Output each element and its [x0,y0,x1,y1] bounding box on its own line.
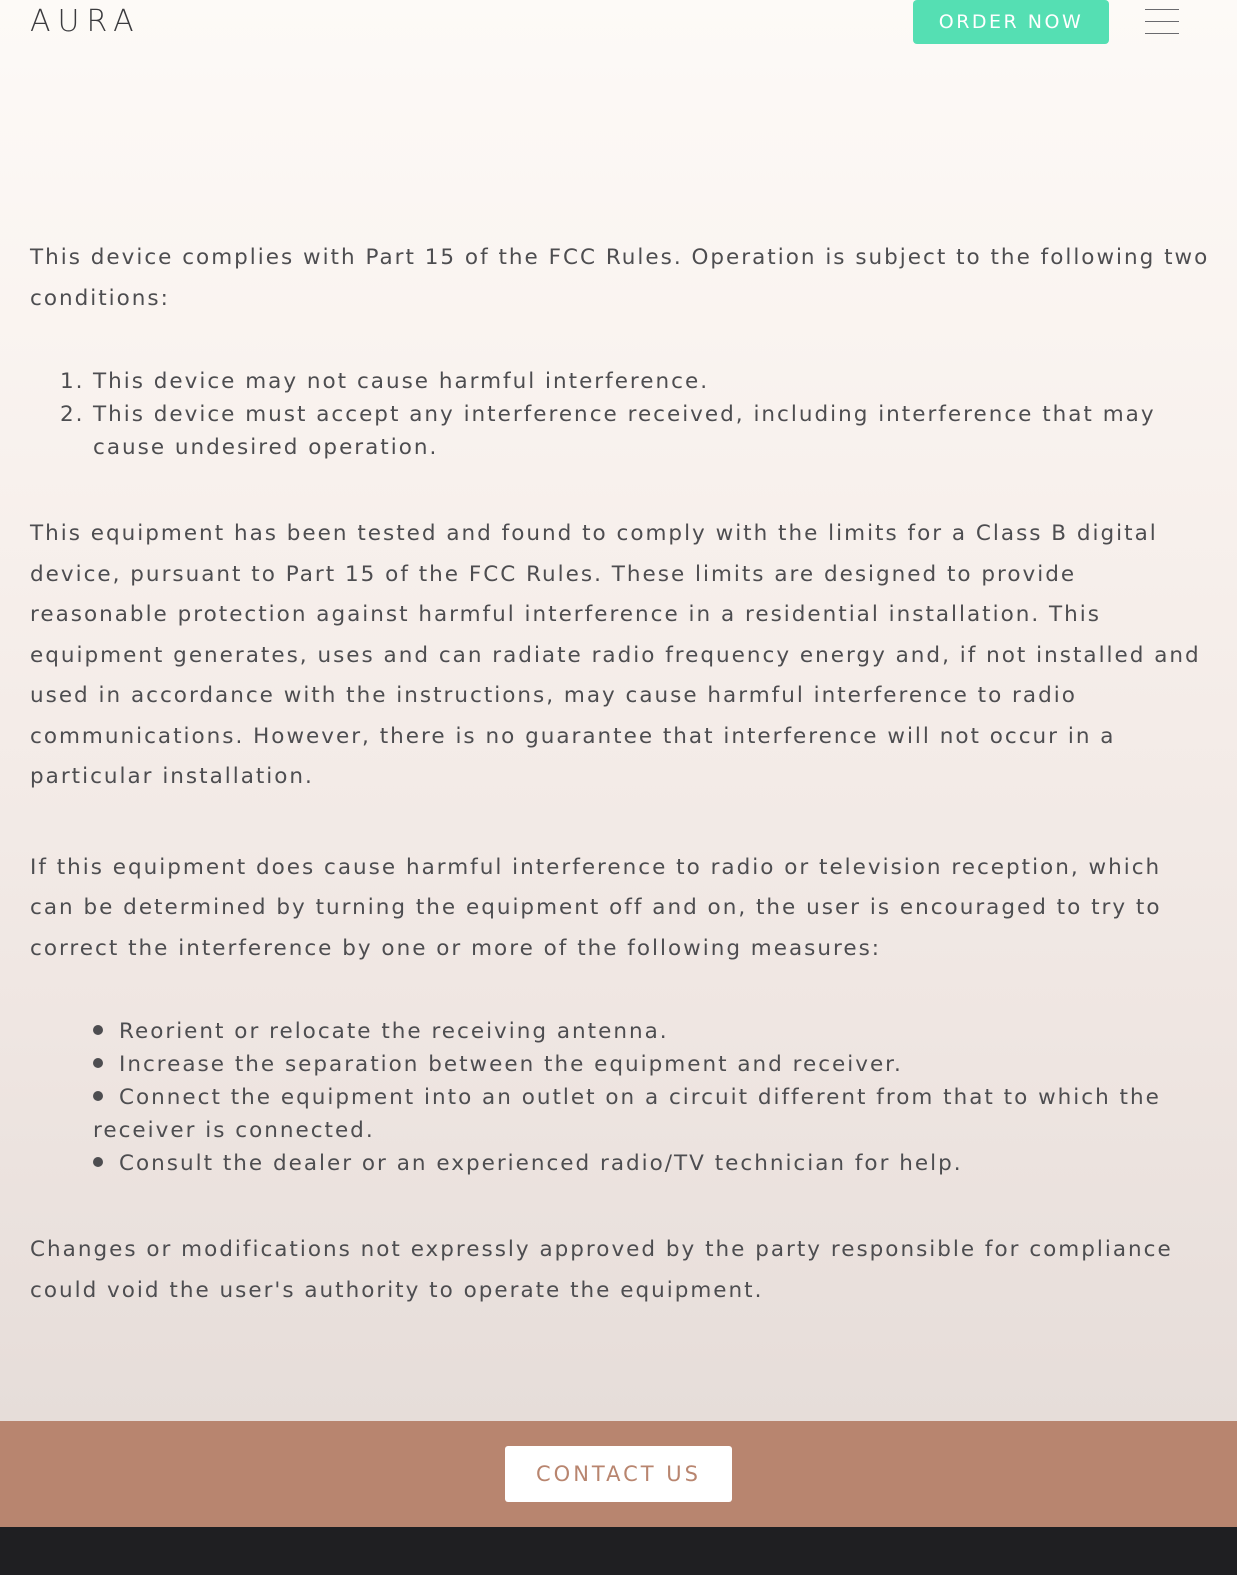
brand-logo[interactable]: AURA [30,4,141,39]
fcc-compliance-content [30,238,1210,1311]
bullet-icon [93,1025,103,1035]
measure-item [30,1081,1210,1147]
bullet-icon [93,1157,103,1167]
condition-item [30,365,1210,398]
condition-item [30,398,1210,464]
measure-text: Increase the separation between the equipment and receiver. [119,1052,903,1077]
condition-number: 1. [60,369,85,394]
condition-text: This device must accept any interference received, including interference that may cause undesired operation. [93,402,1156,460]
contact-us-button[interactable]: CONTACT US [505,1446,732,1502]
order-now-button[interactable]: ORDER NOW [913,0,1109,44]
top-navigation-bar [0,0,1237,60]
dark-footer [0,1527,1237,1575]
condition-text: This device may not cause harmful interference. [93,369,710,394]
hamburger-menu-icon[interactable] [1145,6,1181,38]
measure-item [30,1147,1210,1180]
modifications-paragraph: Changes or modifications not expressly approved by the party responsible for compliance could void the user's authority to operate the equipment. [30,1237,1173,1303]
measure-text: Consult the dealer or an experienced radio/TV technician for help. [119,1151,963,1176]
measure-text: Connect the equipment into an outlet on a circuit different from that to which the receiver is connected. [93,1085,1161,1143]
measure-text: Reorient or relocate the receiving antenna. [119,1019,669,1044]
class-b-paragraph: This equipment has been tested and found to comply with the limits for a Class B digital device, pursuant to Part 15 of the FCC Rules. These limits are designed to provide reasonable protection against harmful interference in a residential installation. This equipment generates, uses and can radiate radio frequency energy and, if not installed and used in accordance with the instructions, may cause harmful interference to radio communications. However, there is no guarantee that interference will not occur in a particular installation. [30,521,1201,789]
bullet-icon [93,1058,103,1068]
conditions-list [30,365,1210,464]
contact-band [0,1421,1237,1527]
measure-item [30,1048,1210,1081]
bullet-icon [93,1091,103,1101]
condition-number: 2. [60,402,85,427]
measure-item [30,1015,1210,1048]
intro-paragraph: This device complies with Part 15 of the FCC Rules. Operation is subject to the following two conditions: [30,245,1210,311]
measures-list [30,1015,1210,1180]
interference-paragraph: If this equipment does cause harmful interference to radio or television reception, which can be determined by turning the equipment off and on, the user is encouraged to try to correct the interference by one or more of the following measures: [30,854,1162,961]
